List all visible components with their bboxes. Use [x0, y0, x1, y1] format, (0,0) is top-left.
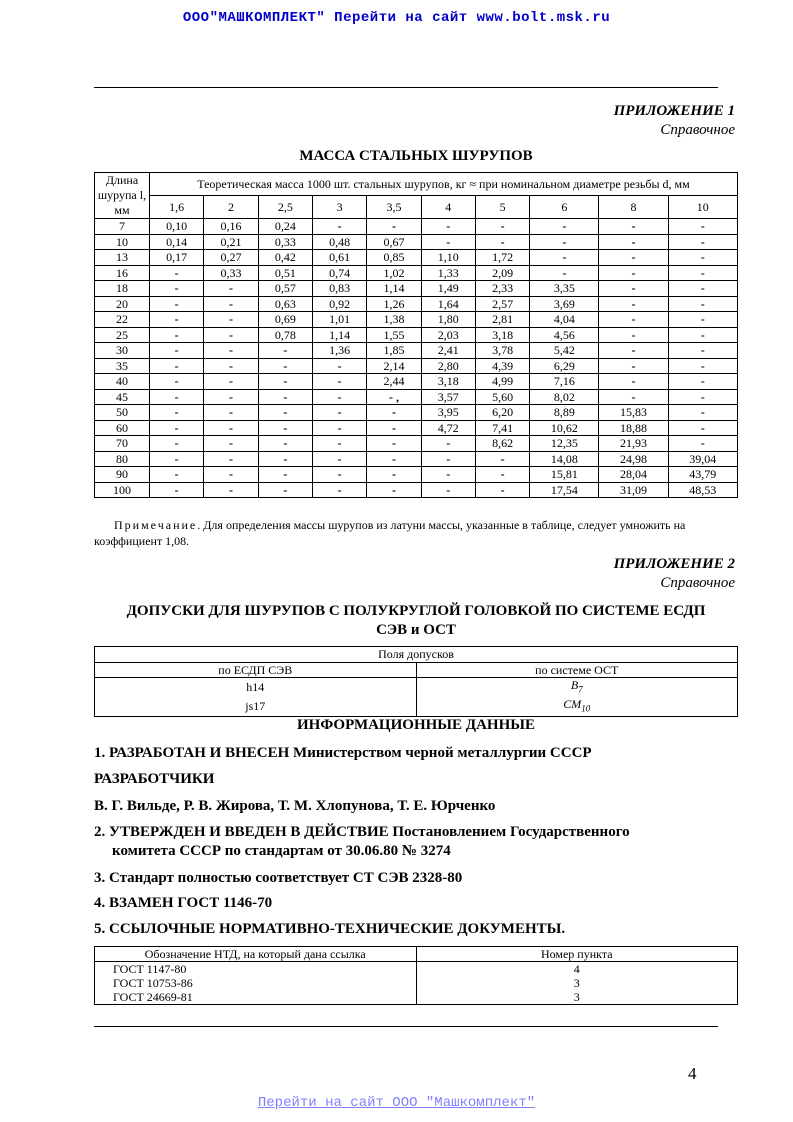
ntd-doc: ГОСТ 24669-81 — [95, 990, 417, 1005]
mass-cell: - — [150, 482, 204, 498]
mass-cell: - — [530, 250, 599, 266]
mass-cell: 0,16 — [204, 219, 258, 235]
mass-cell: - — [668, 420, 737, 436]
mass-cell: 2,03 — [421, 327, 475, 343]
appendix-1-type: Справочное — [660, 122, 735, 138]
mass-cell: 1,14 — [367, 281, 421, 297]
appendix-1-note — [94, 517, 738, 549]
mass-cell: 3,18 — [475, 327, 529, 343]
mass-cell: 21,93 — [599, 436, 668, 452]
mass-cell: 0,67 — [367, 234, 421, 250]
diameter-header: 8 — [599, 196, 668, 219]
mass-cell: - — [258, 389, 312, 405]
mass-cell: 0,21 — [204, 234, 258, 250]
length-cell: 90 — [95, 467, 150, 483]
mass-cell: - — [204, 343, 258, 359]
mass-cell: - — [258, 420, 312, 436]
mass-cell: - — [258, 405, 312, 421]
mass-cell: - — [312, 219, 366, 235]
mass-cell: 1,01 — [312, 312, 366, 328]
ntd-item: 4 — [416, 962, 738, 977]
mass-cell: - — [421, 451, 475, 467]
info-item-1: 1. РАЗРАБОТАН И ВНЕСЕН Министерством черной металлургии СССР — [94, 745, 592, 761]
mass-cell: 39,04 — [668, 451, 737, 467]
mass-row — [95, 436, 738, 452]
length-cell: 100 — [95, 482, 150, 498]
mass-cell: 7,16 — [530, 374, 599, 390]
mass-row — [95, 343, 738, 359]
mass-cell: - — [150, 374, 204, 390]
length-cell: 25 — [95, 327, 150, 343]
mass-cell: 2,41 — [421, 343, 475, 359]
mass-cell: 0,57 — [258, 281, 312, 297]
ntd-table — [94, 946, 738, 1005]
mass-cell: - — [312, 420, 366, 436]
appendix-1-title: МАССА СТАЛЬНЫХ ШУРУПОВ — [299, 148, 533, 164]
mass-cell: - — [475, 482, 529, 498]
ntd-doc: ГОСТ 1147-80 — [95, 962, 417, 977]
mass-row — [95, 374, 738, 390]
mass-row — [95, 358, 738, 374]
mass-cell: - — [668, 281, 737, 297]
mass-row — [95, 250, 738, 266]
info-item-3: 3. Стандарт полностью соответствует СТ СЭВ 2328-80 — [94, 870, 463, 886]
ntd-col-item: Номер пункта — [416, 947, 738, 962]
mass-cell: 3,57 — [421, 389, 475, 405]
info-title: ИНФОРМАЦИОННЫЕ ДАННЫЕ — [297, 717, 535, 733]
mass-cell: - — [367, 420, 421, 436]
info-item-2-line-2: комитета СССР по стандартам от 30.06.80 № 3274 — [112, 843, 451, 859]
mass-cell: 0,42 — [258, 250, 312, 266]
mass-cell: 15,81 — [530, 467, 599, 483]
mass-cell: - — [204, 296, 258, 312]
mass-cell: - — [312, 451, 366, 467]
mass-cell: 10,62 — [530, 420, 599, 436]
mass-cell: - — [204, 327, 258, 343]
mass-cell: - — [204, 420, 258, 436]
mass-cell: 4,99 — [475, 374, 529, 390]
mass-row — [95, 405, 738, 421]
mass-cell: - — [258, 358, 312, 374]
mass-cell: 0,74 — [312, 265, 366, 281]
info-item-2 — [94, 823, 738, 861]
mass-cell: 0,78 — [258, 327, 312, 343]
mass-cell: 3,95 — [421, 405, 475, 421]
mass-cell: - — [475, 451, 529, 467]
tolerance-cell-ost: $B_7$ — [416, 678, 738, 697]
mass-row — [95, 234, 738, 250]
mass-row — [95, 389, 738, 405]
mass-cell: - — [530, 265, 599, 281]
mass-cell: 1,85 — [367, 343, 421, 359]
mass-cell: - — [475, 234, 529, 250]
mass-cell: - — [150, 405, 204, 421]
mass-cell: 3,69 — [530, 296, 599, 312]
mass-cell: - — [668, 327, 737, 343]
bottom-divider — [94, 1026, 718, 1027]
mass-cell: - — [150, 296, 204, 312]
mass-cell: 0,14 — [150, 234, 204, 250]
mass-cell: - — [258, 482, 312, 498]
appendix-1-label: ПРИЛОЖЕНИЕ 1 — [613, 103, 735, 119]
mass-cell: - — [668, 343, 737, 359]
mass-cell: 8,89 — [530, 405, 599, 421]
ntd-item: 3 — [416, 990, 738, 1005]
mass-cell: 14,08 — [530, 451, 599, 467]
mass-row — [95, 420, 738, 436]
ntd-doc: ГОСТ 10753-86 — [95, 976, 417, 990]
mass-cell: 2,09 — [475, 265, 529, 281]
mass-cell: - — [204, 451, 258, 467]
length-cell: 10 — [95, 234, 150, 250]
mass-cell: - — [367, 482, 421, 498]
mass-cell: 4,72 — [421, 420, 475, 436]
mass-cell: 0,63 — [258, 296, 312, 312]
mass-cell: - — [668, 389, 737, 405]
mass-cell: - — [475, 467, 529, 483]
length-cell: 30 — [95, 343, 150, 359]
mass-cell: 0,48 — [312, 234, 366, 250]
mass-cell: 0,10 — [150, 219, 204, 235]
mass-cell: 6,20 — [475, 405, 529, 421]
mass-cell: - — [668, 296, 737, 312]
tolerance-col-esdp: по ЕСДП СЭВ — [95, 662, 417, 678]
diameter-header: 2 — [204, 196, 258, 219]
tolerance-cell-ost: $CM_{10}$ — [416, 697, 738, 716]
developers-list: В. Г. Вильде, Р. В. Жирова, Т. М. Хлопунова, Т. Е. Юрченко — [94, 798, 496, 814]
tolerance-table — [94, 646, 738, 717]
mass-cell: - — [599, 327, 668, 343]
mass-cell: - — [204, 358, 258, 374]
mass-cell: 7,41 — [475, 420, 529, 436]
mass-cell: - — [668, 234, 737, 250]
mass-cell: - — [150, 327, 204, 343]
mass-cell: - — [150, 467, 204, 483]
mass-cell: - — [367, 405, 421, 421]
mass-cell: - — [150, 265, 204, 281]
mass-cell: 8,62 — [475, 436, 529, 452]
length-cell: 60 — [95, 420, 150, 436]
mass-cell: 2,57 — [475, 296, 529, 312]
mass-cell: 0,33 — [204, 265, 258, 281]
developers-label: РАЗРАБОТЧИКИ — [94, 771, 215, 787]
tolerance-col-ost: по системе ОСТ — [416, 662, 738, 678]
mass-cell: - — [204, 312, 258, 328]
mass-cell: 0,33 — [258, 234, 312, 250]
diameter-header: 3 — [312, 196, 366, 219]
mass-cell: - — [367, 451, 421, 467]
mass-cell: - — [668, 312, 737, 328]
mass-cell: - — [204, 467, 258, 483]
mass-cell: - — [258, 436, 312, 452]
mass-cell: - — [599, 312, 668, 328]
mass-cell: - — [599, 358, 668, 374]
mass-cell: 1,36 — [312, 343, 366, 359]
length-cell: 80 — [95, 451, 150, 467]
diameter-header: 3,5 — [367, 196, 421, 219]
mass-cell: 1,02 — [367, 265, 421, 281]
tolerance-cell-esdp: js17 — [95, 697, 417, 716]
mass-cell: - — [668, 219, 737, 235]
mass-row — [95, 312, 738, 328]
mass-cell: 18,88 — [599, 420, 668, 436]
length-cell: 40 — [95, 374, 150, 390]
mass-cell: - — [150, 358, 204, 374]
mass-cell: 17,54 — [530, 482, 599, 498]
mass-cell: 5,42 — [530, 343, 599, 359]
ntd-item: 3 — [416, 976, 738, 990]
mass-cell: - — [599, 343, 668, 359]
mass-cell: 1,49 — [421, 281, 475, 297]
mass-cell: 2,81 — [475, 312, 529, 328]
length-cell: 18 — [95, 281, 150, 297]
length-cell: 70 — [95, 436, 150, 452]
mass-cell: - — [150, 420, 204, 436]
appendix-2-title: ДОПУСКИ ДЛЯ ШУРУПОВ С ПОЛУКРУГЛОЙ ГОЛОВКОЙ ПО СИСТЕМЕ ЕСДП СЭВ и ОСТ — [126, 603, 706, 638]
diameter-header: 10 — [668, 196, 737, 219]
mass-cell: 1,10 — [421, 250, 475, 266]
mass-cell: 5,60 — [475, 389, 529, 405]
note-text: . Для определения массы шурупов из латуни массы, указанные в таблице, следует умножить на коэффициент 1,08. — [94, 518, 686, 548]
mass-cell: - — [204, 482, 258, 498]
mass-row — [95, 451, 738, 467]
mass-cell: - — [258, 467, 312, 483]
length-cell: 45 — [95, 389, 150, 405]
mass-cell: - — [475, 219, 529, 235]
length-cell: 22 — [95, 312, 150, 328]
mass-cell: - — [258, 343, 312, 359]
mass-cell: - — [668, 374, 737, 390]
diameter-header: 2,5 — [258, 196, 312, 219]
length-cell: 35 — [95, 358, 150, 374]
mass-cell: - — [668, 358, 737, 374]
mass-cell: - — [312, 405, 366, 421]
mass-cell: - — [150, 281, 204, 297]
diameter-header: 6 — [530, 196, 599, 219]
mass-cell: 0,24 — [258, 219, 312, 235]
mass-cell: 0,83 — [312, 281, 366, 297]
mass-cell: 2,33 — [475, 281, 529, 297]
mass-cell: 0,61 — [312, 250, 366, 266]
mass-cell: - — [367, 467, 421, 483]
appendix-2-type: Справочное — [660, 575, 735, 591]
mass-row — [95, 296, 738, 312]
diameter-header: 1,6 — [150, 196, 204, 219]
info-item-5: 5. ССЫЛОЧНЫЕ НОРМАТИВНО-ТЕХНИЧЕСКИЕ ДОКУМЕНТЫ. — [94, 921, 566, 937]
screw-mass-table — [94, 172, 738, 498]
length-cell: 16 — [95, 265, 150, 281]
mass-cell: - — [530, 219, 599, 235]
tolerance-header: Поля допусков — [95, 647, 738, 663]
mass-cell: - — [258, 451, 312, 467]
mass-cell: 3,35 — [530, 281, 599, 297]
mass-cell: 31,09 — [599, 482, 668, 498]
mass-cell: - — [421, 482, 475, 498]
header-site-link[interactable]: ООО"МАШКОМПЛЕКТ" Перейти на сайт www.bolt.msk.ru — [182, 10, 611, 26]
mass-cell: 0,69 — [258, 312, 312, 328]
mass-cell: - — [367, 219, 421, 235]
mass-row — [95, 281, 738, 297]
mass-cell: 4,04 — [530, 312, 599, 328]
mass-cell: - — [421, 234, 475, 250]
mass-cell: - — [599, 265, 668, 281]
footer-site-link[interactable]: Перейти на сайт ООО "Машкомплект" — [257, 1095, 536, 1111]
mass-cell: - — [312, 436, 366, 452]
length-cell: 50 — [95, 405, 150, 421]
mass-cell: - — [150, 436, 204, 452]
mass-cell: 2,14 — [367, 358, 421, 374]
mass-cell: 1,33 — [421, 265, 475, 281]
mass-cell: - , — [367, 389, 421, 405]
length-cell: 7 — [95, 219, 150, 235]
mass-cell: 0,27 — [204, 250, 258, 266]
page-number: 4 — [688, 1064, 697, 1083]
mass-cell: 4,56 — [530, 327, 599, 343]
mass-cell: 0,92 — [312, 296, 366, 312]
mass-cell: - — [204, 281, 258, 297]
mass-cell: 2,44 — [367, 374, 421, 390]
mass-cell: - — [599, 389, 668, 405]
diameter-header: 5 — [475, 196, 529, 219]
mass-cell: - — [312, 482, 366, 498]
info-item-4: 4. ВЗАМЕН ГОСТ 1146-70 — [94, 895, 273, 911]
ntd-col-doc: Обозначение НТД, на который дана ссылка — [95, 947, 417, 962]
diameter-header: 4 — [421, 196, 475, 219]
appendix-2-label: ПРИЛОЖЕНИЕ 2 — [613, 556, 735, 572]
mass-cell: 4,39 — [475, 358, 529, 374]
mass-cell: - — [668, 436, 737, 452]
mass-cell: - — [150, 451, 204, 467]
mass-cell: 1,26 — [367, 296, 421, 312]
mass-cell: - — [204, 374, 258, 390]
note-label: Примечание — [114, 518, 198, 532]
mass-cell: 1,80 — [421, 312, 475, 328]
mass-cell: - — [599, 234, 668, 250]
mass-cell: - — [312, 374, 366, 390]
mass-cell: - — [150, 312, 204, 328]
mass-group-header: Теоретическая масса 1000 шт. стальных шурупов, кг ≈ при номинальном диаметре резьбы d, мм — [150, 173, 738, 196]
top-divider — [94, 87, 718, 88]
mass-row — [95, 219, 738, 235]
mass-row — [95, 467, 738, 483]
mass-row — [95, 327, 738, 343]
mass-row — [95, 265, 738, 281]
mass-cell: - — [421, 467, 475, 483]
mass-cell: 8,02 — [530, 389, 599, 405]
mass-cell: 0,51 — [258, 265, 312, 281]
mass-cell: - — [530, 234, 599, 250]
mass-cell: - — [668, 250, 737, 266]
mass-cell: 6,29 — [530, 358, 599, 374]
tolerance-cell-esdp: h14 — [95, 678, 417, 697]
mass-cell: - — [599, 296, 668, 312]
mass-cell: - — [668, 405, 737, 421]
mass-row — [95, 482, 738, 498]
mass-cell: 28,04 — [599, 467, 668, 483]
mass-cell: 2,80 — [421, 358, 475, 374]
mass-cell: 3,18 — [421, 374, 475, 390]
mass-cell: 24,98 — [599, 451, 668, 467]
mass-cell: - — [367, 436, 421, 452]
length-cell: 20 — [95, 296, 150, 312]
mass-cell: 12,35 — [530, 436, 599, 452]
mass-cell: 43,79 — [668, 467, 737, 483]
mass-cell: - — [421, 436, 475, 452]
mass-cell: 3,78 — [475, 343, 529, 359]
mass-cell: - — [204, 389, 258, 405]
mass-cell: - — [204, 436, 258, 452]
mass-cell: - — [668, 265, 737, 281]
mass-cell: - — [599, 374, 668, 390]
mass-cell: - — [204, 405, 258, 421]
mass-cell: 1,72 — [475, 250, 529, 266]
mass-cell: - — [599, 219, 668, 235]
mass-cell: 0,17 — [150, 250, 204, 266]
mass-cell: - — [258, 374, 312, 390]
mass-cell: - — [312, 467, 366, 483]
mass-cell: 1,38 — [367, 312, 421, 328]
mass-cell: 1,14 — [312, 327, 366, 343]
mass-cell: - — [312, 358, 366, 374]
mass-cell: 1,64 — [421, 296, 475, 312]
mass-cell: - — [599, 281, 668, 297]
length-cell: 13 — [95, 250, 150, 266]
mass-cell: 1,55 — [367, 327, 421, 343]
mass-cell: - — [599, 250, 668, 266]
mass-cell: 15,83 — [599, 405, 668, 421]
length-header: Длина шурупа l, мм — [95, 173, 150, 219]
mass-cell: - — [312, 389, 366, 405]
info-item-2-line-1: 2. УТВЕРЖДЕН И ВВЕДЕН В ДЕЙСТВИЕ Постановлением Государственного — [94, 824, 630, 840]
mass-cell: - — [421, 219, 475, 235]
mass-cell: 48,53 — [668, 482, 737, 498]
mass-cell: - — [150, 389, 204, 405]
mass-cell: 0,85 — [367, 250, 421, 266]
mass-cell: - — [150, 343, 204, 359]
